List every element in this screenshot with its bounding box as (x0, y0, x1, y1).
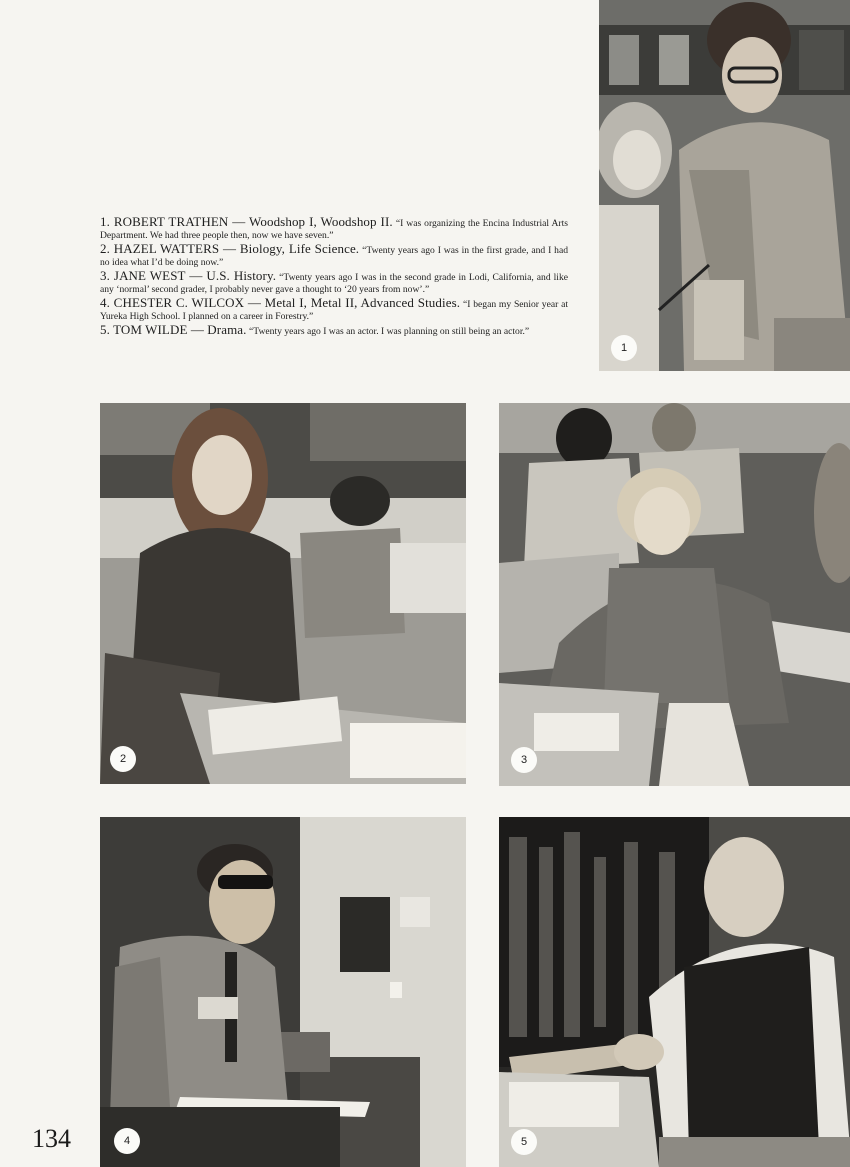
photo-number-badge: 4 (114, 1128, 140, 1154)
photo-3-history (499, 403, 850, 786)
teacher-name-subjects: 3. JANE WEST — U.S. History. (100, 268, 277, 283)
photo-4-metal (100, 817, 466, 1167)
photo-number-badge: 5 (511, 1129, 537, 1155)
teacher-quote: “Twenty years ago I was in the second grade in Lodi, California, and like any ‘normal’ second grader, I probably never gave a thought to ‘20 years from now’.” (100, 272, 569, 295)
photo-3-scene (499, 403, 850, 786)
photo-number-badge: 2 (110, 746, 136, 772)
caption-entry-5 (100, 324, 568, 338)
photo-number-badge: 1 (611, 335, 637, 361)
photo-number-badge: 3 (511, 747, 537, 773)
photo-2-biology (100, 403, 466, 784)
teacher-name-subjects: 2. HAZEL WATTERS — Biology, Life Science. (100, 241, 360, 256)
teacher-name-subjects: 4. CHESTER C. WILCOX — Metal I, Metal II, Advanced Studies. (100, 295, 461, 310)
teacher-quote: “Twenty years ago I was an actor. I was planning on still being an actor.” (249, 326, 530, 337)
teacher-quote: “I began my Senior year at Yureka High School. I planned on a career in Forestry.” (100, 299, 568, 322)
photo-4-scene (100, 817, 466, 1167)
caption-block (100, 216, 568, 340)
caption-entry-4 (100, 297, 568, 322)
teacher-name-subjects: 1. ROBERT TRATHEN — Woodshop I, Woodshop II. (100, 214, 393, 229)
photo-5-drama (499, 817, 850, 1167)
caption-entry-3 (100, 270, 568, 295)
teacher-name-subjects: 5. TOM WILDE — Drama. (100, 322, 247, 337)
caption-entry-1 (100, 216, 568, 241)
photo-2-scene (100, 403, 466, 784)
teacher-quote: “Twenty years ago I was in the first grade, and I had no idea what I’d be doing now.” (100, 245, 569, 268)
photo-1-woodshop (599, 0, 850, 371)
page-number: 134 (32, 1124, 71, 1153)
photo-1-scene (599, 0, 850, 371)
teacher-quote: “I was organizing the Encina Industrial Arts Department. We had three people then, now we have seven.” (100, 218, 569, 241)
photo-5-scene (499, 817, 850, 1167)
caption-entry-2 (100, 243, 568, 268)
